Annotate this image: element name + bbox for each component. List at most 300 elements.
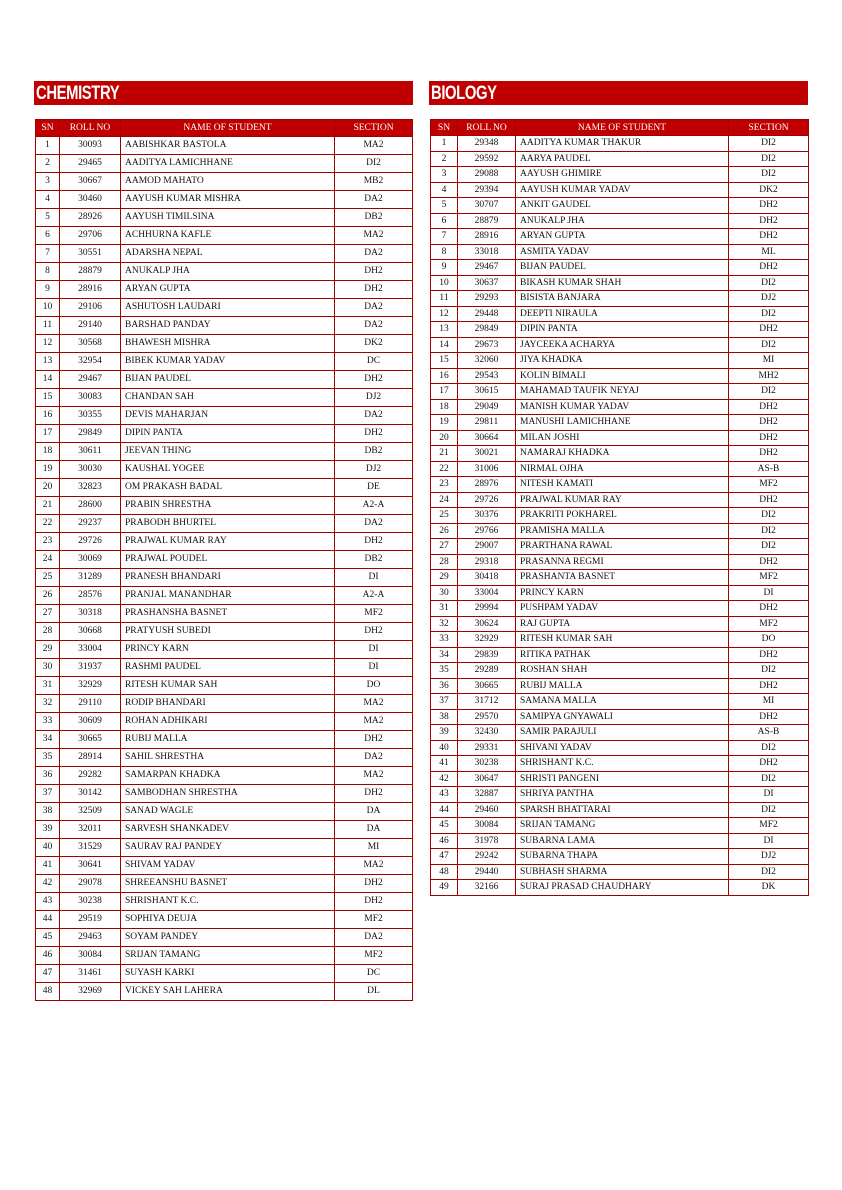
cell-roll-no: 31978 [458,833,516,849]
cell-section: DI [335,641,413,659]
cell-section: DH2 [729,229,809,245]
cell-section: DI2 [729,275,809,291]
cell-student-name: MAHAMAD TAUFIK NEYAJ [516,384,729,400]
cell-student-name: AADITYA LAMICHHANE [121,155,335,173]
cell-section: DH2 [729,198,809,214]
cell-section: MF2 [335,911,413,929]
cell-student-name: PRATYUSH SUBEDI [121,623,335,641]
cell-sn: 25 [36,569,60,587]
cell-section: MI [335,839,413,857]
cell-sn: 37 [36,785,60,803]
cell-roll-no: 29726 [458,492,516,508]
cell-section: MF2 [729,616,809,632]
cell-section: DH2 [729,430,809,446]
cell-roll-no: 29140 [60,317,121,335]
cell-sn: 34 [431,647,458,663]
cell-roll-no: 30637 [458,275,516,291]
cell-section: DI2 [729,864,809,880]
cell-student-name: PRASHANSHA BASNET [121,605,335,623]
cell-sn: 14 [431,337,458,353]
table-row [431,508,809,524]
cell-sn: 26 [36,587,60,605]
cell-sn: 33 [36,713,60,731]
table-row [431,182,809,198]
cell-sn: 11 [431,291,458,307]
cell-sn: 28 [431,554,458,570]
cell-roll-no: 28976 [458,477,516,493]
cell-section: DB2 [335,551,413,569]
cell-section: DA2 [335,245,413,263]
cell-section: DH2 [729,399,809,415]
cell-sn: 12 [431,306,458,322]
table-row [431,523,809,539]
cell-section: DC [335,965,413,983]
cell-roll-no: 31529 [60,839,121,857]
cell-section: DI [335,569,413,587]
cell-student-name: RAJ GUPTA [516,616,729,632]
cell-section: DI2 [729,508,809,524]
cell-sn: 39 [431,725,458,741]
table-row [36,623,413,641]
cell-student-name: BIKASH KUMAR SHAH [516,275,729,291]
cell-roll-no: 29007 [458,539,516,555]
cell-section: DH2 [729,601,809,617]
cell-roll-no: 30667 [60,173,121,191]
cell-roll-no: 29839 [458,647,516,663]
cell-sn: 4 [36,191,60,209]
cell-student-name: SAMIR PARAJULI [516,725,729,741]
cell-section: DI2 [729,523,809,539]
cell-roll-no: 29448 [458,306,516,322]
cell-section: DH2 [729,554,809,570]
cell-student-name: BIJAN PAUDEL [516,260,729,276]
cell-student-name: PRAMISHA MALLA [516,523,729,539]
cell-roll-no: 29673 [458,337,516,353]
cell-section: DH2 [335,623,413,641]
table-row [431,554,809,570]
cell-section: MF2 [335,605,413,623]
cell-roll-no: 29110 [60,695,121,713]
cell-student-name: MANISH KUMAR YADAV [516,399,729,415]
table-row [36,587,413,605]
cell-section: DI [729,585,809,601]
cell-roll-no: 29467 [458,260,516,276]
cell-roll-no: 29282 [60,767,121,785]
table-row [36,551,413,569]
cell-section: DK2 [729,182,809,198]
table-row [36,659,413,677]
col-header-roll-no: ROLL NO [60,120,121,137]
cell-sn: 32 [431,616,458,632]
cell-section: DI2 [729,337,809,353]
cell-student-name: NIRMAL OJHA [516,461,729,477]
cell-student-name: JAYCEEKA ACHARYA [516,337,729,353]
cell-section: DJ2 [729,291,809,307]
biology-header-row [431,120,809,136]
cell-section: MA2 [335,695,413,713]
cell-section: DH2 [335,281,413,299]
cell-section: DI [335,659,413,677]
cell-section: DH2 [729,260,809,276]
table-row [431,198,809,214]
cell-sn: 44 [36,911,60,929]
cell-student-name: ANUKALP JHA [121,263,335,281]
cell-section: DA [335,821,413,839]
cell-section: DE [335,479,413,497]
col-header-name: NAME OF STUDENT [121,120,335,137]
cell-sn: 5 [431,198,458,214]
cell-sn: 33 [431,632,458,648]
table-row [36,281,413,299]
cell-section: DI2 [729,136,809,152]
table-row [431,260,809,276]
cell-student-name: ARYAN GUPTA [121,281,335,299]
cell-section: DH2 [729,415,809,431]
cell-section: DI [729,833,809,849]
cell-roll-no: 29570 [458,709,516,725]
cell-roll-no: 30084 [458,818,516,834]
cell-section: DI2 [729,740,809,756]
table-row [36,785,413,803]
cell-section: DH2 [335,893,413,911]
cell-student-name: ASMITA YADAV [516,244,729,260]
table-row [36,407,413,425]
table-row [431,415,809,431]
cell-sn: 40 [36,839,60,857]
table-row [431,880,809,896]
cell-sn: 6 [36,227,60,245]
table-row [36,155,413,173]
cell-sn: 10 [431,275,458,291]
cell-student-name: PRARTHANA RAWAL [516,539,729,555]
cell-section: MA2 [335,713,413,731]
cell-student-name: SHRISHANT K.C. [121,893,335,911]
cell-roll-no: 29088 [458,167,516,183]
cell-roll-no: 29849 [60,425,121,443]
cell-student-name: SHREEANSHU BASNET [121,875,335,893]
cell-section: DI2 [729,167,809,183]
cell-sn: 18 [36,443,60,461]
chemistry-title: CHEMISTRY [36,83,120,104]
table-row [431,787,809,803]
cell-student-name: ANUKALP JHA [516,213,729,229]
cell-section: DH2 [729,446,809,462]
cell-student-name: SRIJAN TAMANG [516,818,729,834]
table-row [36,605,413,623]
cell-section: DH2 [729,322,809,338]
table-row [431,601,809,617]
cell-sn: 48 [36,983,60,1001]
table-row [36,461,413,479]
col-header-section: SECTION [335,120,413,137]
cell-sn: 37 [431,694,458,710]
cell-roll-no: 29849 [458,322,516,338]
table-row [431,694,809,710]
chemistry-title-banner [34,81,413,105]
cell-student-name: SURAJ PRASAD CHAUDHARY [516,880,729,896]
cell-student-name: MANUSHI LAMICHHANE [516,415,729,431]
cell-roll-no: 28879 [458,213,516,229]
cell-sn: 47 [36,965,60,983]
cell-sn: 8 [431,244,458,260]
cell-roll-no: 29078 [60,875,121,893]
cell-roll-no: 30664 [458,430,516,446]
cell-roll-no: 28576 [60,587,121,605]
cell-sn: 49 [431,880,458,896]
cell-sn: 19 [36,461,60,479]
cell-section: MF2 [729,477,809,493]
table-row [36,911,413,929]
cell-roll-no: 33004 [60,641,121,659]
cell-section: MI [729,694,809,710]
cell-roll-no: 28914 [60,749,121,767]
biology-title: BIOLOGY [431,83,497,104]
cell-roll-no: 30611 [60,443,121,461]
cell-roll-no: 30641 [60,857,121,875]
cell-sn: 7 [431,229,458,245]
cell-sn: 3 [36,173,60,191]
table-row [36,893,413,911]
cell-student-name: PRASHANTA BASNET [516,570,729,586]
cell-student-name: DIPIN PANTA [121,425,335,443]
cell-roll-no: 29994 [458,601,516,617]
cell-sn: 20 [36,479,60,497]
cell-section: DK2 [335,335,413,353]
cell-roll-no: 30609 [60,713,121,731]
cell-student-name: SUYASH KARKI [121,965,335,983]
table-row [431,725,809,741]
cell-section: DH2 [729,647,809,663]
table-row [36,731,413,749]
cell-roll-no: 30568 [60,335,121,353]
cell-student-name: ACHHURNA KAFLE [121,227,335,245]
cell-section: DI2 [729,306,809,322]
cell-roll-no: 30084 [60,947,121,965]
cell-sn: 22 [36,515,60,533]
cell-section: DA2 [335,317,413,335]
cell-roll-no: 32929 [60,677,121,695]
cell-roll-no: 29460 [458,802,516,818]
cell-student-name: ADARSHA NEPAL [121,245,335,263]
cell-sn: 29 [431,570,458,586]
cell-roll-no: 29237 [60,515,121,533]
cell-section: A2-A [335,587,413,605]
cell-student-name: MILAN JOSHI [516,430,729,446]
cell-roll-no: 29318 [458,554,516,570]
cell-sn: 34 [36,731,60,749]
cell-sn: 9 [431,260,458,276]
cell-roll-no: 28916 [458,229,516,245]
table-row [36,875,413,893]
cell-sn: 43 [36,893,60,911]
cell-student-name: SARVESH SHANKADEV [121,821,335,839]
table-row [36,497,413,515]
cell-student-name: AAMOD MAHATO [121,173,335,191]
table-row [431,477,809,493]
table-row [431,585,809,601]
cell-roll-no: 29811 [458,415,516,431]
cell-sn: 6 [431,213,458,229]
cell-section: DB2 [335,443,413,461]
cell-section: DA2 [335,749,413,767]
table-row [36,173,413,191]
cell-student-name: BISISTA BANJARA [516,291,729,307]
cell-student-name: PRINCY KARN [516,585,729,601]
cell-roll-no: 29049 [458,399,516,415]
cell-section: DA2 [335,929,413,947]
table-row [431,570,809,586]
table-row [36,821,413,839]
cell-roll-no: 29519 [60,911,121,929]
cell-section: DH2 [335,533,413,551]
table-row [431,849,809,865]
cell-roll-no: 29592 [458,151,516,167]
cell-section: DO [729,632,809,648]
cell-roll-no: 30376 [458,508,516,524]
cell-roll-no: 28926 [60,209,121,227]
cell-student-name: NITESH KAMATI [516,477,729,493]
table-row [36,767,413,785]
cell-section: MF2 [729,818,809,834]
table-row [431,461,809,477]
cell-sn: 7 [36,245,60,263]
cell-roll-no: 29706 [60,227,121,245]
cell-sn: 43 [431,787,458,803]
cell-sn: 15 [36,389,60,407]
table-row [36,137,413,155]
cell-sn: 44 [431,802,458,818]
cell-roll-no: 29394 [458,182,516,198]
cell-sn: 8 [36,263,60,281]
cell-sn: 28 [36,623,60,641]
col-header-sn: SN [431,120,458,136]
cell-sn: 36 [431,678,458,694]
cell-roll-no: 29289 [458,663,516,679]
biology-table [430,119,809,896]
cell-student-name: SHRISHANT K.C. [516,756,729,772]
cell-sn: 19 [431,415,458,431]
cell-student-name: RITESH KUMAR SAH [121,677,335,695]
table-row [431,616,809,632]
cell-roll-no: 30647 [458,771,516,787]
cell-sn: 3 [431,167,458,183]
table-row [431,322,809,338]
table-row [431,740,809,756]
cell-student-name: SRIJAN TAMANG [121,947,335,965]
cell-student-name: SOYAM PANDEY [121,929,335,947]
cell-sn: 23 [36,533,60,551]
cell-student-name: OM PRAKASH BADAL [121,479,335,497]
chemistry-table [35,119,413,1001]
cell-student-name: SHRIYA PANTHA [516,787,729,803]
cell-section: DK [729,880,809,896]
table-row [431,213,809,229]
chemistry-panel [34,81,413,1001]
cell-student-name: PUSHPAM YADAV [516,601,729,617]
table-row [36,191,413,209]
cell-roll-no: 32954 [60,353,121,371]
cell-student-name: CHANDAN SAH [121,389,335,407]
cell-student-name: VICKEY SAH LAHERA [121,983,335,1001]
cell-section: DI [729,787,809,803]
cell-sn: 21 [36,497,60,515]
cell-section: MA2 [335,227,413,245]
cell-section: AS-B [729,725,809,741]
table-row [431,833,809,849]
cell-roll-no: 32929 [458,632,516,648]
cell-section: DH2 [729,492,809,508]
cell-sn: 15 [431,353,458,369]
table-row [431,368,809,384]
cell-student-name: PRINCY KARN [121,641,335,659]
cell-roll-no: 30665 [60,731,121,749]
cell-student-name: SHIVANI YADAV [516,740,729,756]
cell-student-name: BHAWESH MISHRA [121,335,335,353]
cell-roll-no: 29106 [60,299,121,317]
cell-section: DI2 [729,151,809,167]
cell-student-name: SOPHIYA DEUJA [121,911,335,929]
cell-roll-no: 30030 [60,461,121,479]
cell-roll-no: 29440 [458,864,516,880]
cell-sn: 17 [431,384,458,400]
table-row [36,479,413,497]
cell-student-name: PRAJWAL KUMAR RAY [121,533,335,551]
cell-section: DH2 [335,731,413,749]
cell-sn: 38 [36,803,60,821]
cell-student-name: DEEPTI NIRAULA [516,306,729,322]
cell-section: DA2 [335,407,413,425]
cell-section: DH2 [729,678,809,694]
cell-roll-no: 32823 [60,479,121,497]
table-row [36,677,413,695]
table-row [431,136,809,152]
table-row [431,229,809,245]
cell-roll-no: 28916 [60,281,121,299]
cell-student-name: AAYUSH GHIMIRE [516,167,729,183]
cell-sn: 2 [36,155,60,173]
cell-roll-no: 30418 [458,570,516,586]
cell-roll-no: 29543 [458,368,516,384]
cell-section: DH2 [335,371,413,389]
cell-roll-no: 30093 [60,137,121,155]
cell-roll-no: 32887 [458,787,516,803]
cell-sn: 2 [431,151,458,167]
cell-roll-no: 30238 [60,893,121,911]
cell-roll-no: 30238 [458,756,516,772]
table-row [431,802,809,818]
cell-student-name: BARSHAD PANDAY [121,317,335,335]
cell-sn: 18 [431,399,458,415]
cell-roll-no: 29348 [458,136,516,152]
cell-sn: 1 [36,137,60,155]
cell-sn: 23 [431,477,458,493]
cell-student-name: RITESH KUMAR SAH [516,632,729,648]
cell-sn: 42 [36,875,60,893]
table-row [431,244,809,260]
cell-student-name: SAMIPYA GNYAWALI [516,709,729,725]
cell-student-name: SUBARNA THAPA [516,849,729,865]
cell-section: DH2 [335,875,413,893]
table-row [36,389,413,407]
cell-section: MB2 [335,173,413,191]
cell-section: DH2 [729,756,809,772]
cell-roll-no: 30551 [60,245,121,263]
cell-sn: 1 [431,136,458,152]
table-row [36,227,413,245]
col-header-sn: SN [36,120,60,137]
cell-roll-no: 30069 [60,551,121,569]
cell-section: MA2 [335,767,413,785]
